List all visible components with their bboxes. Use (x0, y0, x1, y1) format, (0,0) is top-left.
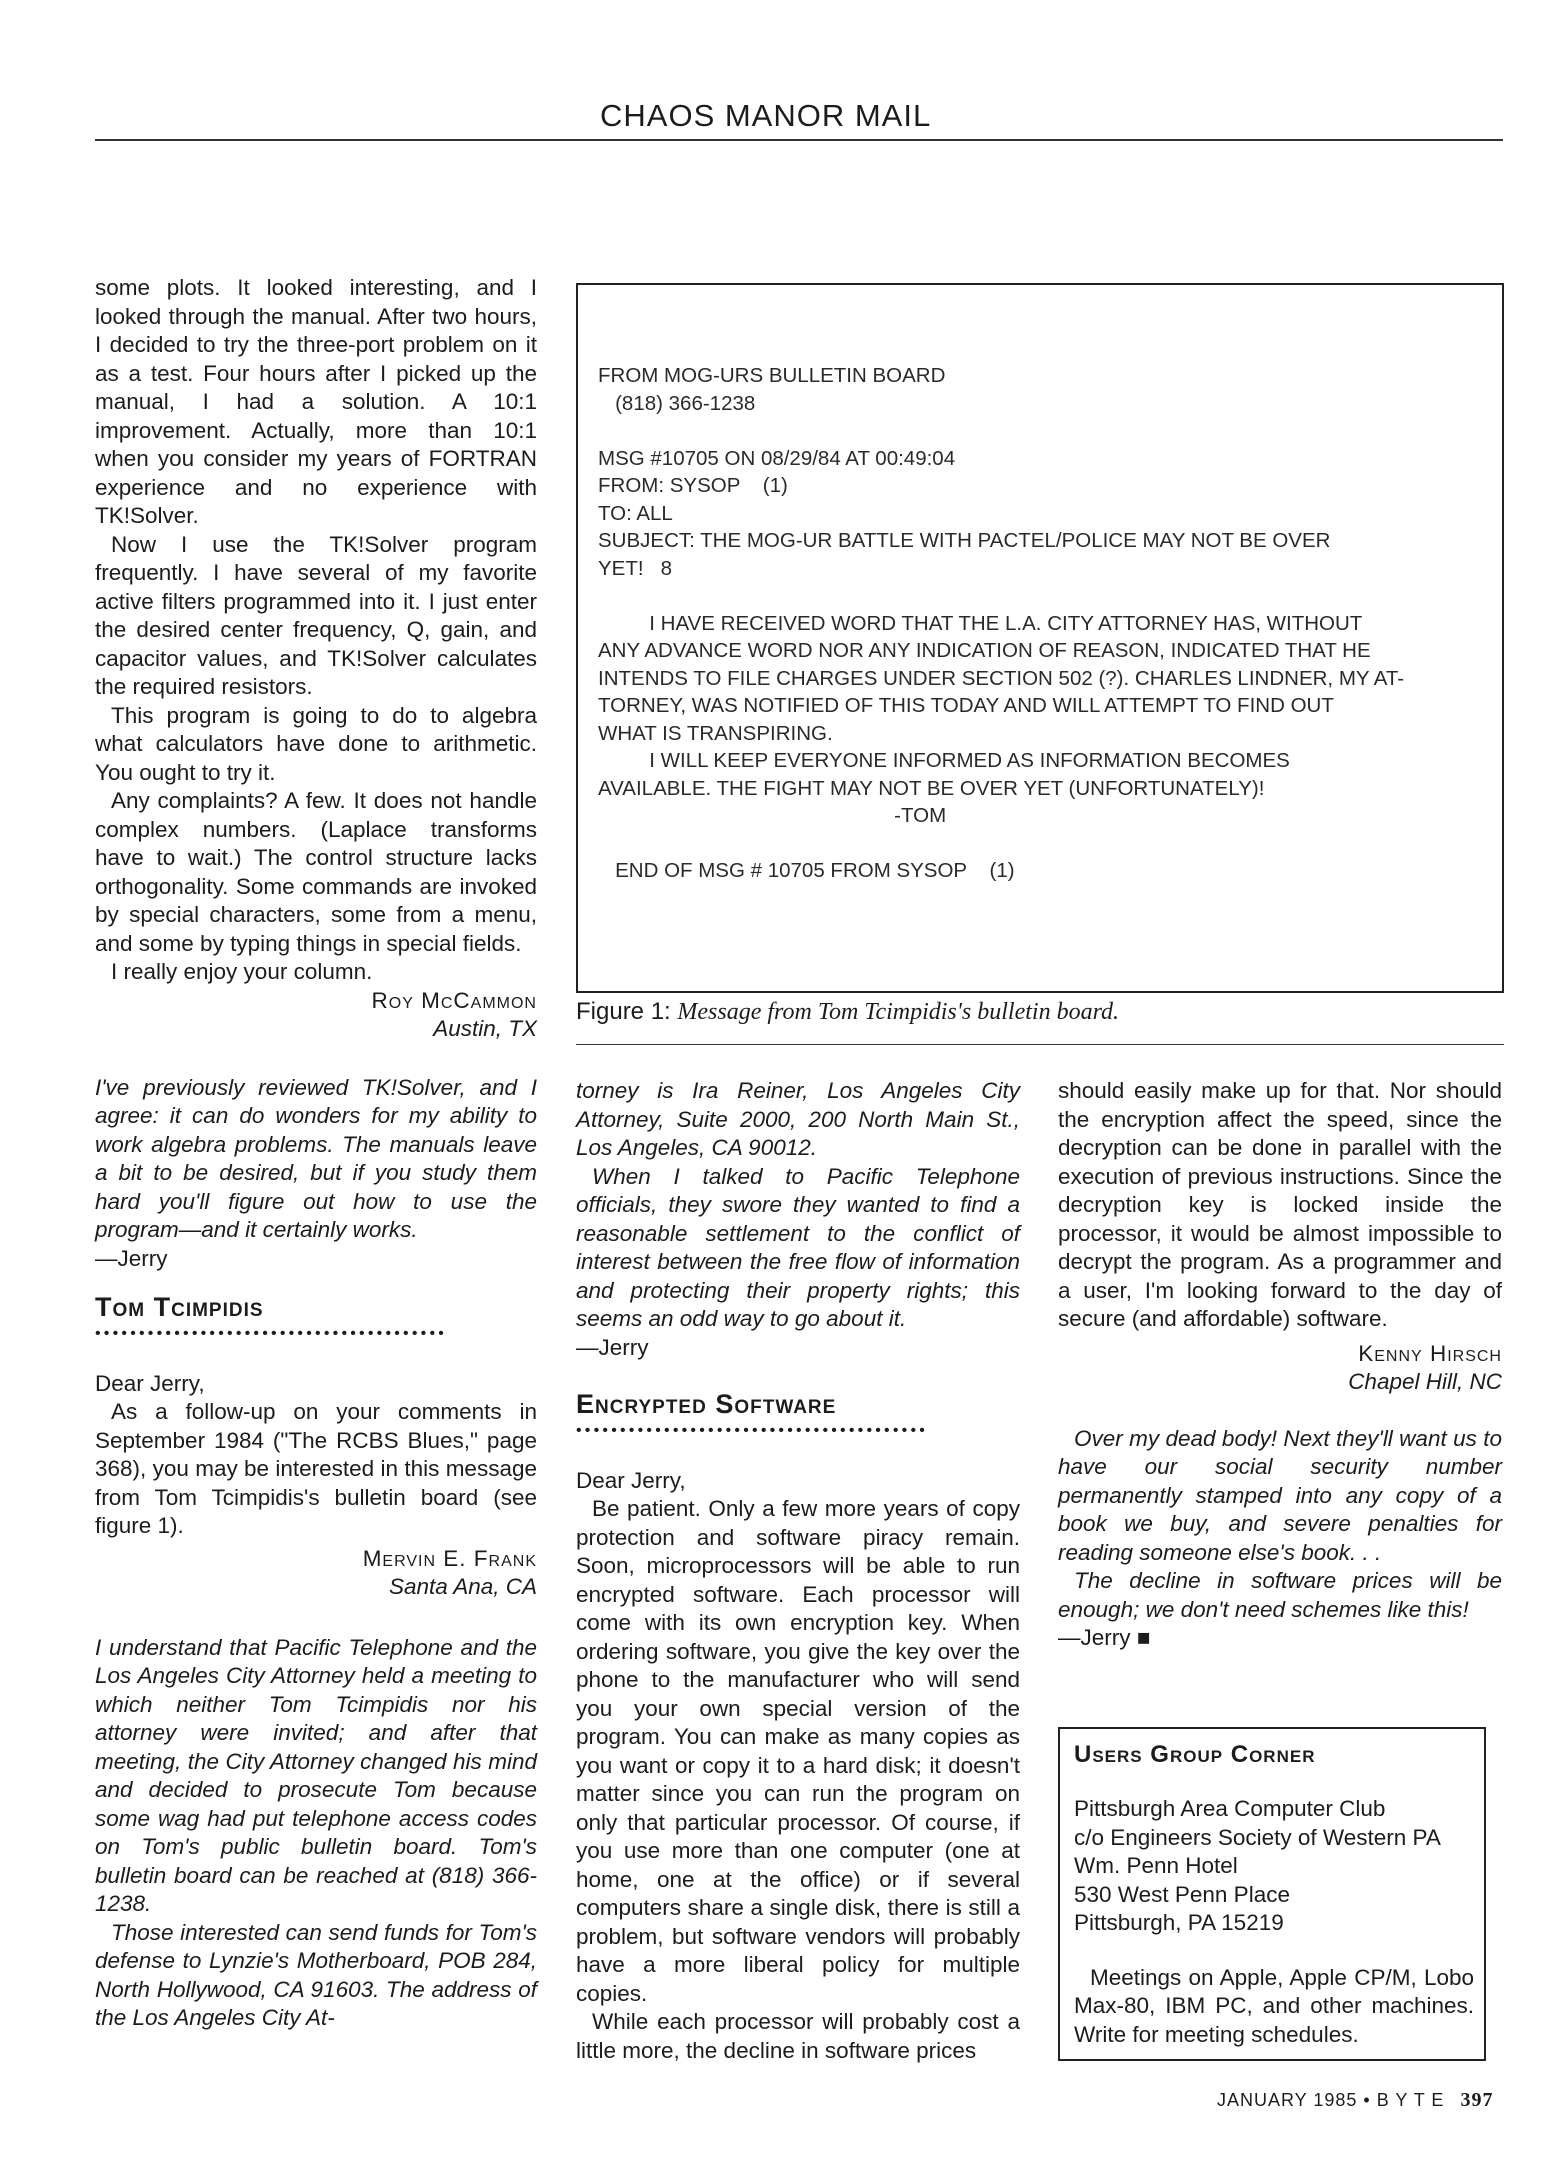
meeting-info: Meetings on Apple, Apple CP/M, Lobo Max-80, IBM PC, and other machines. Write for meeting schedules. (1074, 1964, 1474, 2047)
issue-label: JANUARY 1985 • B Y T E (1217, 2090, 1445, 2110)
message-line (598, 417, 1404, 445)
bulletin-message (598, 362, 1404, 885)
message-line: AVAILABLE. THE FIGHT MAY NOT BE OVER YET (UNFORTUNATELY)! (598, 776, 1265, 800)
message-line: TORNEY, WAS NOTIFIED OF THIS TODAY AND WILL ATTEMPT TO FIND OUT (598, 694, 1334, 717)
column-1 (95, 274, 537, 2033)
message-line: I HAVE RECEIVED WORD THAT THE L.A. CITY ATTORNEY HAS, WITHOUT (598, 611, 1363, 635)
message-line: FROM: SYSOP (1) (598, 474, 788, 497)
editor-reply: Those interested can send funds for Tom's defense to Lynzie's Motherboard, POB 284, North Hollywood, CA 91603. The address of the Los Angeles City At- (95, 1919, 537, 2030)
address-line: Pittsburgh, PA 15219 (1074, 1910, 1284, 1935)
editor-sign: —Jerry ■ (1058, 1625, 1151, 1650)
users-group-address (1074, 1795, 1474, 2049)
paragraph: should easily make up for that. Nor should the encryption affect the speed, since the decryption can be done in parallel with the execution of previous instructions. Since the decryption key is locked inside the processor, it would be almost impossible to decrypt the program. As a programmer and a user, I'm looking forward to the day of secure (and affordable) software. (1058, 1078, 1502, 1331)
section-heading: Encrypted Software (576, 1389, 837, 1419)
message-line: -TOM (598, 804, 947, 827)
page-number: 397 (1460, 2089, 1494, 2111)
message-line: I WILL KEEP EVERYONE INFORMED AS INFORMATION BECOMES (598, 749, 1290, 772)
message-line: FROM MOG-URS BULLETIN BOARD (598, 364, 946, 387)
column-2 (576, 1077, 1020, 2065)
paragraph: some plots. It looked interesting, and I looked through the manual. After two hours, I decided to try the three-port problem on it as a test. Four hours after I picked up the manual, I had a solution. A 10:1 improvement. Actually, more than 10:1 when you consider my years of FORTRAN experience and no experience with TK!Solver. (95, 275, 537, 528)
message-line (598, 582, 1404, 610)
signature-place: Austin, TX (433, 1016, 537, 1041)
figure-caption-text: Message from Tom Tcimpidis's bulletin board. (677, 999, 1120, 1025)
salutation: Dear Jerry, (95, 1370, 205, 1396)
paragraph: Now I use the TK!Solver program frequently. I have several of my favorite active filters programmed into it. I just enter the desired center frequency, Q, gain, and capacitor values, and TK!Solver calculates the required resistors. (95, 531, 537, 699)
message-line: MSG #10705 ON 08/29/84 AT 00:49:04 (598, 446, 956, 470)
editor-sign: —Jerry (576, 1334, 649, 1360)
figure-box (576, 283, 1504, 993)
editor-reply: The decline in software prices will be enough; we don't need schemes like this! (1058, 1568, 1502, 1622)
signature-name: Mervin E. Frank (362, 1545, 537, 1571)
signature-place: Chapel Hill, NC (1348, 1369, 1502, 1394)
paragraph: I really enjoy your column. (111, 959, 373, 984)
caption-rule (576, 1044, 1504, 1045)
message-line: INTENDS TO FILE CHARGES UNDER SECTION 502 (?). CHARLES LINDNER, MY AT- (598, 666, 1405, 690)
message-line (598, 830, 1404, 858)
paragraph: This program is going to do to algebra what calculators have done to arithmetic. You ought to try it. (95, 702, 537, 785)
message-line: ANY ADVANCE WORD NOR ANY INDICATION OF REASON, INDICATED THAT HE (598, 639, 1371, 662)
dot-rule: •••••••••••••••••••••••••••••••••••••••• (576, 1422, 929, 1439)
signature-name: Kenny Hirsch (1358, 1340, 1502, 1366)
running-header: CHAOS MANOR MAIL (600, 98, 932, 133)
address-line: Pittsburgh Area Computer Club (1074, 1796, 1386, 1821)
users-group-title: Users Group Corner (1074, 1741, 1316, 1768)
editor-reply: I've previously reviewed TK!Solver, and I agree: it can do wonders for my ability to work algebra problems. The manuals leave a bit to be desired, but if you study them hard you'll figure out how to use the program—and it certainly works. (95, 1074, 537, 1242)
address-line: 530 West Penn Place (1074, 1881, 1290, 1907)
dot-rule: •••••••••••••••••••••••••••••••••••••••• (95, 1325, 448, 1342)
signature-place: Santa Ana, CA (388, 1574, 537, 1599)
figure-caption (576, 998, 1119, 1026)
figure-label: Figure 1: (576, 998, 671, 1025)
message-line: (818) 366-1238 (598, 391, 756, 415)
paragraph: Any complaints? A few. It does not handle complex numbers. (Laplace transforms have to wait.) The control structure lacks orthogonality. Some commands are invoked by special characters, some from a menu, and some by typing things in special fields. (95, 788, 537, 956)
paragraph: Be patient. Only a few more years of copy protection and software piracy remain. Soon, microprocessors will be able to run encrypted software. Each processor will come with its own encryption key. When ordering software, you give the key over the phone to the manufacturer who will send you your own special version of the program. You can make as many copies as you want or copy it to a hard disk; it doesn't matter since you can run the program on only that particular processor. Of course, if you use more than one computer (one at home, one at the office) or if several computers share a single disk, there is still a problem, but software vendors will probably have a more liberal policy for multiple copies. (576, 1496, 1020, 2006)
message-line: END OF MSG # 10705 FROM SYSOP (1) (598, 859, 1015, 882)
editor-reply: I understand that Pacific Telephone and the Los Angeles City Attorney held a meeting to which neither Tom Tcimpidis nor his attorney were invited; and after that meeting, the City Attorney changed his mind and decided to prosecute Tom because some wag had put telephone access codes on Tom's public bulletin board. Tom's bulletin board can be reached at (818) 366-1238. (95, 1634, 537, 1916)
salutation: Dear Jerry, (576, 1467, 686, 1493)
editor-sign: —Jerry (95, 1245, 168, 1271)
address-line: Wm. Penn Hotel (1074, 1853, 1238, 1878)
page-footer (1217, 2089, 1493, 2112)
message-line: SUBJECT: THE MOG-UR BATTLE WITH PACTEL/POLICE MAY NOT BE OVER (598, 529, 1331, 552)
section-heading: Tom Tcimpidis (95, 1292, 264, 1322)
signature-name: Roy McCammon (371, 987, 537, 1013)
message-line: WHAT IS TRANSPIRING. (598, 721, 833, 745)
header-rule (95, 139, 1503, 141)
message-line: YET! 8 (598, 556, 673, 580)
editor-reply: torney is Ira Reiner, Los Angeles City Attorney, Suite 2000, 200 North Main St., Los Angeles, CA 90012. (576, 1078, 1020, 1160)
paragraph: While each processor will probably cost a little more, the decline in software prices (576, 2009, 1020, 2063)
paragraph: As a follow-up on your comments in September 1984 ("The RCBS Blues," page 368), you may be interested in this message from Tom Tcimpidis's bulletin board (see figure 1). (95, 1399, 537, 1538)
message-line: TO: ALL (598, 501, 673, 525)
users-group-box (1058, 1727, 1486, 2061)
column-3 (1058, 1077, 1502, 1653)
address-line: c/o Engineers Society of Western PA (1074, 1824, 1441, 1850)
editor-reply: Over my dead body! Next they'll want us to have our social security number permanently stamped into any copy of a book we buy, and severe penalties for reading someone else's book. . . (1058, 1425, 1502, 1565)
editor-reply: When I talked to Pacific Telephone officials, they swore they wanted to find a reasonable settlement to the conflict of interest between the free flow of information and protecting their property rights; this seems an odd way to go about it. (576, 1163, 1020, 1331)
